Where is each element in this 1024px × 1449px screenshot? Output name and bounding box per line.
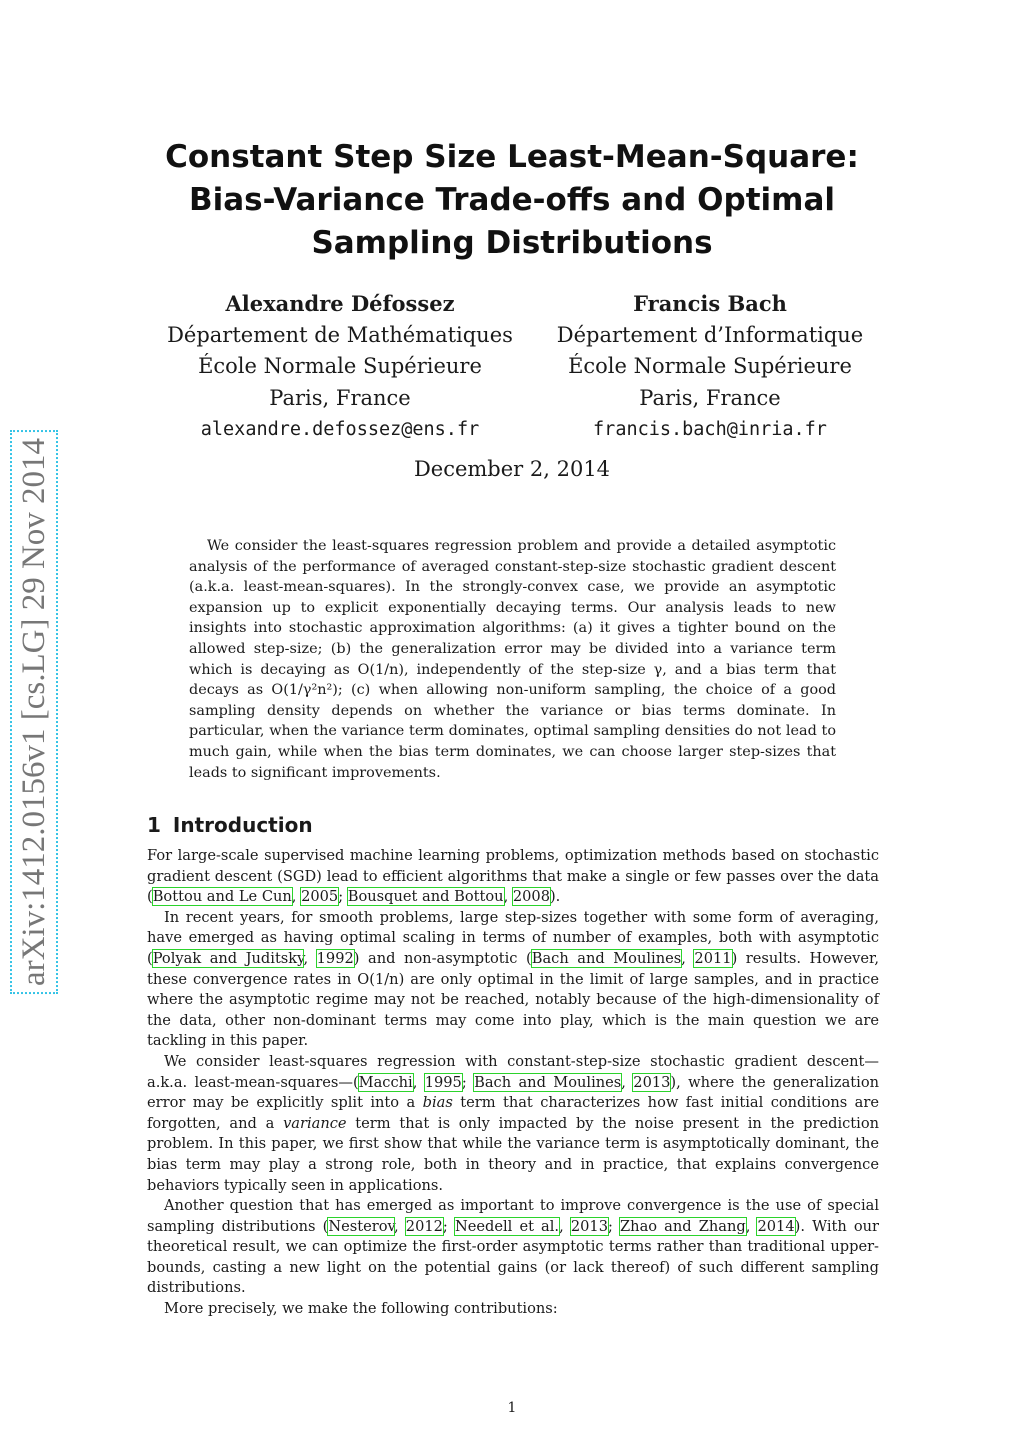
citation-link[interactable]: 2005 (301, 888, 339, 906)
introduction-body (147, 846, 879, 1320)
paper-title (140, 136, 884, 265)
text: term that is only impacted by the noise present in the prediction problem. In this paper, we first show that while the variance term is asymptotically dominant, the bias term may play a strong role, both in theory and in practice, that explains convergence behaviors typically seen in applications. (147, 1114, 879, 1194)
paragraph: Another question that has emerged as important to improve convergence is the use of special sampling distributions (Nesterov, 2012; Needell et al., 2013; Zhao and Zhang, 2014). With our theoretical result, we can optimize the first-order asymptotic terms rather than traditional upper-bounds, casting a new light on the potential gains (or lack thereof) of such different sampling distributions. (147, 1197, 880, 1297)
author-name: Francis Bach (633, 291, 787, 316)
author-school: École Normale Supérieure (198, 354, 482, 378)
text: ). (549, 888, 561, 906)
emphasis-bias: bias (422, 1094, 453, 1112)
abstract: We consider the least-squares regression problem and provide a detailed asymptotic analysis of the performance of averaged constant-step-size stochastic gradient descent (a.k.a. least-mean-squares). In the strongly-convex case, we provide an asymptotic expansion up to explicit exponentially decaying terms. Our analysis leads to new insights into stochastic approximation algorithms: (a) it gives a tighter bound on the allowed step-size; (b) the generalization error may be divided into a variance term which is decaying as O(1/n), independently of the step-size γ, and a bias term that decays as O(1/γ²n²); (c) when allowing non-uniform sampling, the choice of a good sampling density depends on whether the variance or bias terms dominate. In particular, when the variance term dominates, optimal sampling densities do not lead to much gain, while when the bias term dominates, we can choose larger step-sizes that leads to significant improvements. (189, 538, 836, 781)
title-line: Constant Step Size Least-Mean-Square: (165, 139, 859, 175)
citation-link[interactable]: 2013 (570, 1217, 608, 1235)
emphasis-variance: variance (283, 1114, 347, 1132)
citation-link[interactable]: 1995 (424, 1073, 462, 1091)
text: ). With our theoretical result, we can optimize the first-order asymptotic terms rather than traditional upper-bounds, casting a new light on the potential gains (or lack thereof) of such different sampling distributions. (147, 1217, 880, 1297)
section-title: Introduction (172, 813, 313, 837)
citation-link[interactable]: 1992 (316, 949, 354, 967)
citation-link[interactable]: Macchi (358, 1073, 413, 1091)
paragraph: For large-scale supervised machine learning problems, optimization methods based on stochastic gradient descent (SGD) lead to efficient algorithms that make a single or few passes over the data (Bottou and Le Cun, 2005; Bousquet and Bottou, 2008). (147, 847, 879, 906)
citation-link[interactable]: 2008 (512, 888, 550, 906)
author-email[interactable]: alexandre.defossez@ens.fr (200, 419, 480, 440)
text: We consider least-squares regression with constant-step-size stochastic gradient descent—a.k.a. least-mean-squares—( (147, 1052, 879, 1091)
page-number: 1 (507, 1400, 517, 1416)
text: For large-scale supervised machine learning problems, optimization methods based on stochastic gradient descent (SGD) lead to efficient algorithms that make a single or few passes over the data ( (147, 847, 879, 906)
citation-link[interactable]: Bach and Moulines (474, 1073, 622, 1091)
citation-link[interactable]: 2014 (757, 1217, 795, 1235)
citation-link[interactable]: Bottou and Le Cun (152, 888, 292, 906)
paragraph: In recent years, for smooth problems, large step-sizes together with some form of averaging, have emerged as having optimal scaling in terms of number of examples, both with asymptotic (Polyak and Juditsky, 1992) and non-asymptotic (Bach and Moulines, 2011) results. However, these convergence rates in O(1/n) are only optimal in the limit of large samples, and in practice where the asymptotic regime may not be reached, notably because of the high-dimensionality of the data, other non-dominant terms may come into play, which is the main question we are tackling in this paper. (147, 908, 880, 1050)
citation-link[interactable]: Zhao and Zhang (620, 1217, 746, 1235)
arxiv-identifier-stamp[interactable]: arXiv:1412.0156v1 [cs.LG] 29 Nov 2014 (10, 430, 58, 994)
citation-link[interactable]: Polyak and Juditsky (152, 949, 304, 967)
author-city: Paris, France (639, 385, 781, 410)
author-email[interactable]: francis.bach@inria.fr (593, 419, 827, 440)
text: ) results. However, these convergence rates in O(1/n) are only optimal in the limit of large samples, and in practice where the asymptotic regime may not be reached, notably because of the high-dimensionality of the data, other non-dominant terms may come into play, which is the main question we are tackling in this paper. (147, 949, 880, 1050)
text: In recent years, for smooth problems, large step-sizes together with some form of averaging, have emerged as having optimal scaling in terms of number of examples, both with asymptotic ( (147, 908, 879, 967)
citation-link[interactable]: Bousquet and Bottou (347, 888, 504, 906)
author-department: Département d’Informatique (556, 322, 864, 347)
citation-link[interactable]: 2011 (694, 949, 732, 967)
title-line: Bias-Variance Trade-offs and Optimal (188, 182, 836, 218)
text: Another question that has emerged as important to improve convergence is the use of special sampling distributions ( (147, 1197, 879, 1235)
citation-link[interactable]: Bach and Moulines (531, 949, 682, 967)
paragraph (147, 1299, 879, 1320)
paragraph: We consider least-squares regression with constant-step-size stochastic gradient descent—a.k.a. least-mean-squares—(Macchi, 1995; Bach and Moulines, 2013), where the generalization error may be explicitly split into a bias term that characterizes how fast initial conditions are forgotten, and a variance term that is only impacted by the noise present in the prediction problem. In this paper, we first show that while the variance term is asymptotically dominant, the bias term may play a strong role, both in theory and in practice, that explains convergence behaviors typically seen in applications. (147, 1052, 879, 1194)
author-school: École Normale Supérieure (568, 354, 852, 378)
author-block-defossez (160, 288, 520, 446)
text: ) and non-asymptotic ( (353, 949, 532, 967)
text: ), where the generalization error may be explicitly split into a (147, 1073, 879, 1112)
section-heading (147, 813, 313, 837)
citation-link[interactable]: 2012 (405, 1217, 443, 1235)
author-department: Département de Mathématiques (167, 322, 513, 347)
author-name: Alexandre Défossez (225, 291, 455, 316)
citation-link[interactable]: Nesterov (328, 1217, 395, 1235)
author-city: Paris, France (269, 385, 411, 410)
citation-link[interactable]: Needell et al. (454, 1217, 560, 1235)
text: term that characterizes how fast initial conditions are forgotten, and a (147, 1094, 879, 1132)
publication-date: December 2, 2014 (413, 457, 611, 481)
citation-link[interactable]: 2013 (633, 1073, 671, 1091)
author-block-bach (540, 288, 880, 446)
title-line: Sampling Distributions (311, 225, 713, 261)
section-number: 1 (147, 813, 161, 837)
text: More precisely, we make the following contributions: (164, 1300, 558, 1318)
